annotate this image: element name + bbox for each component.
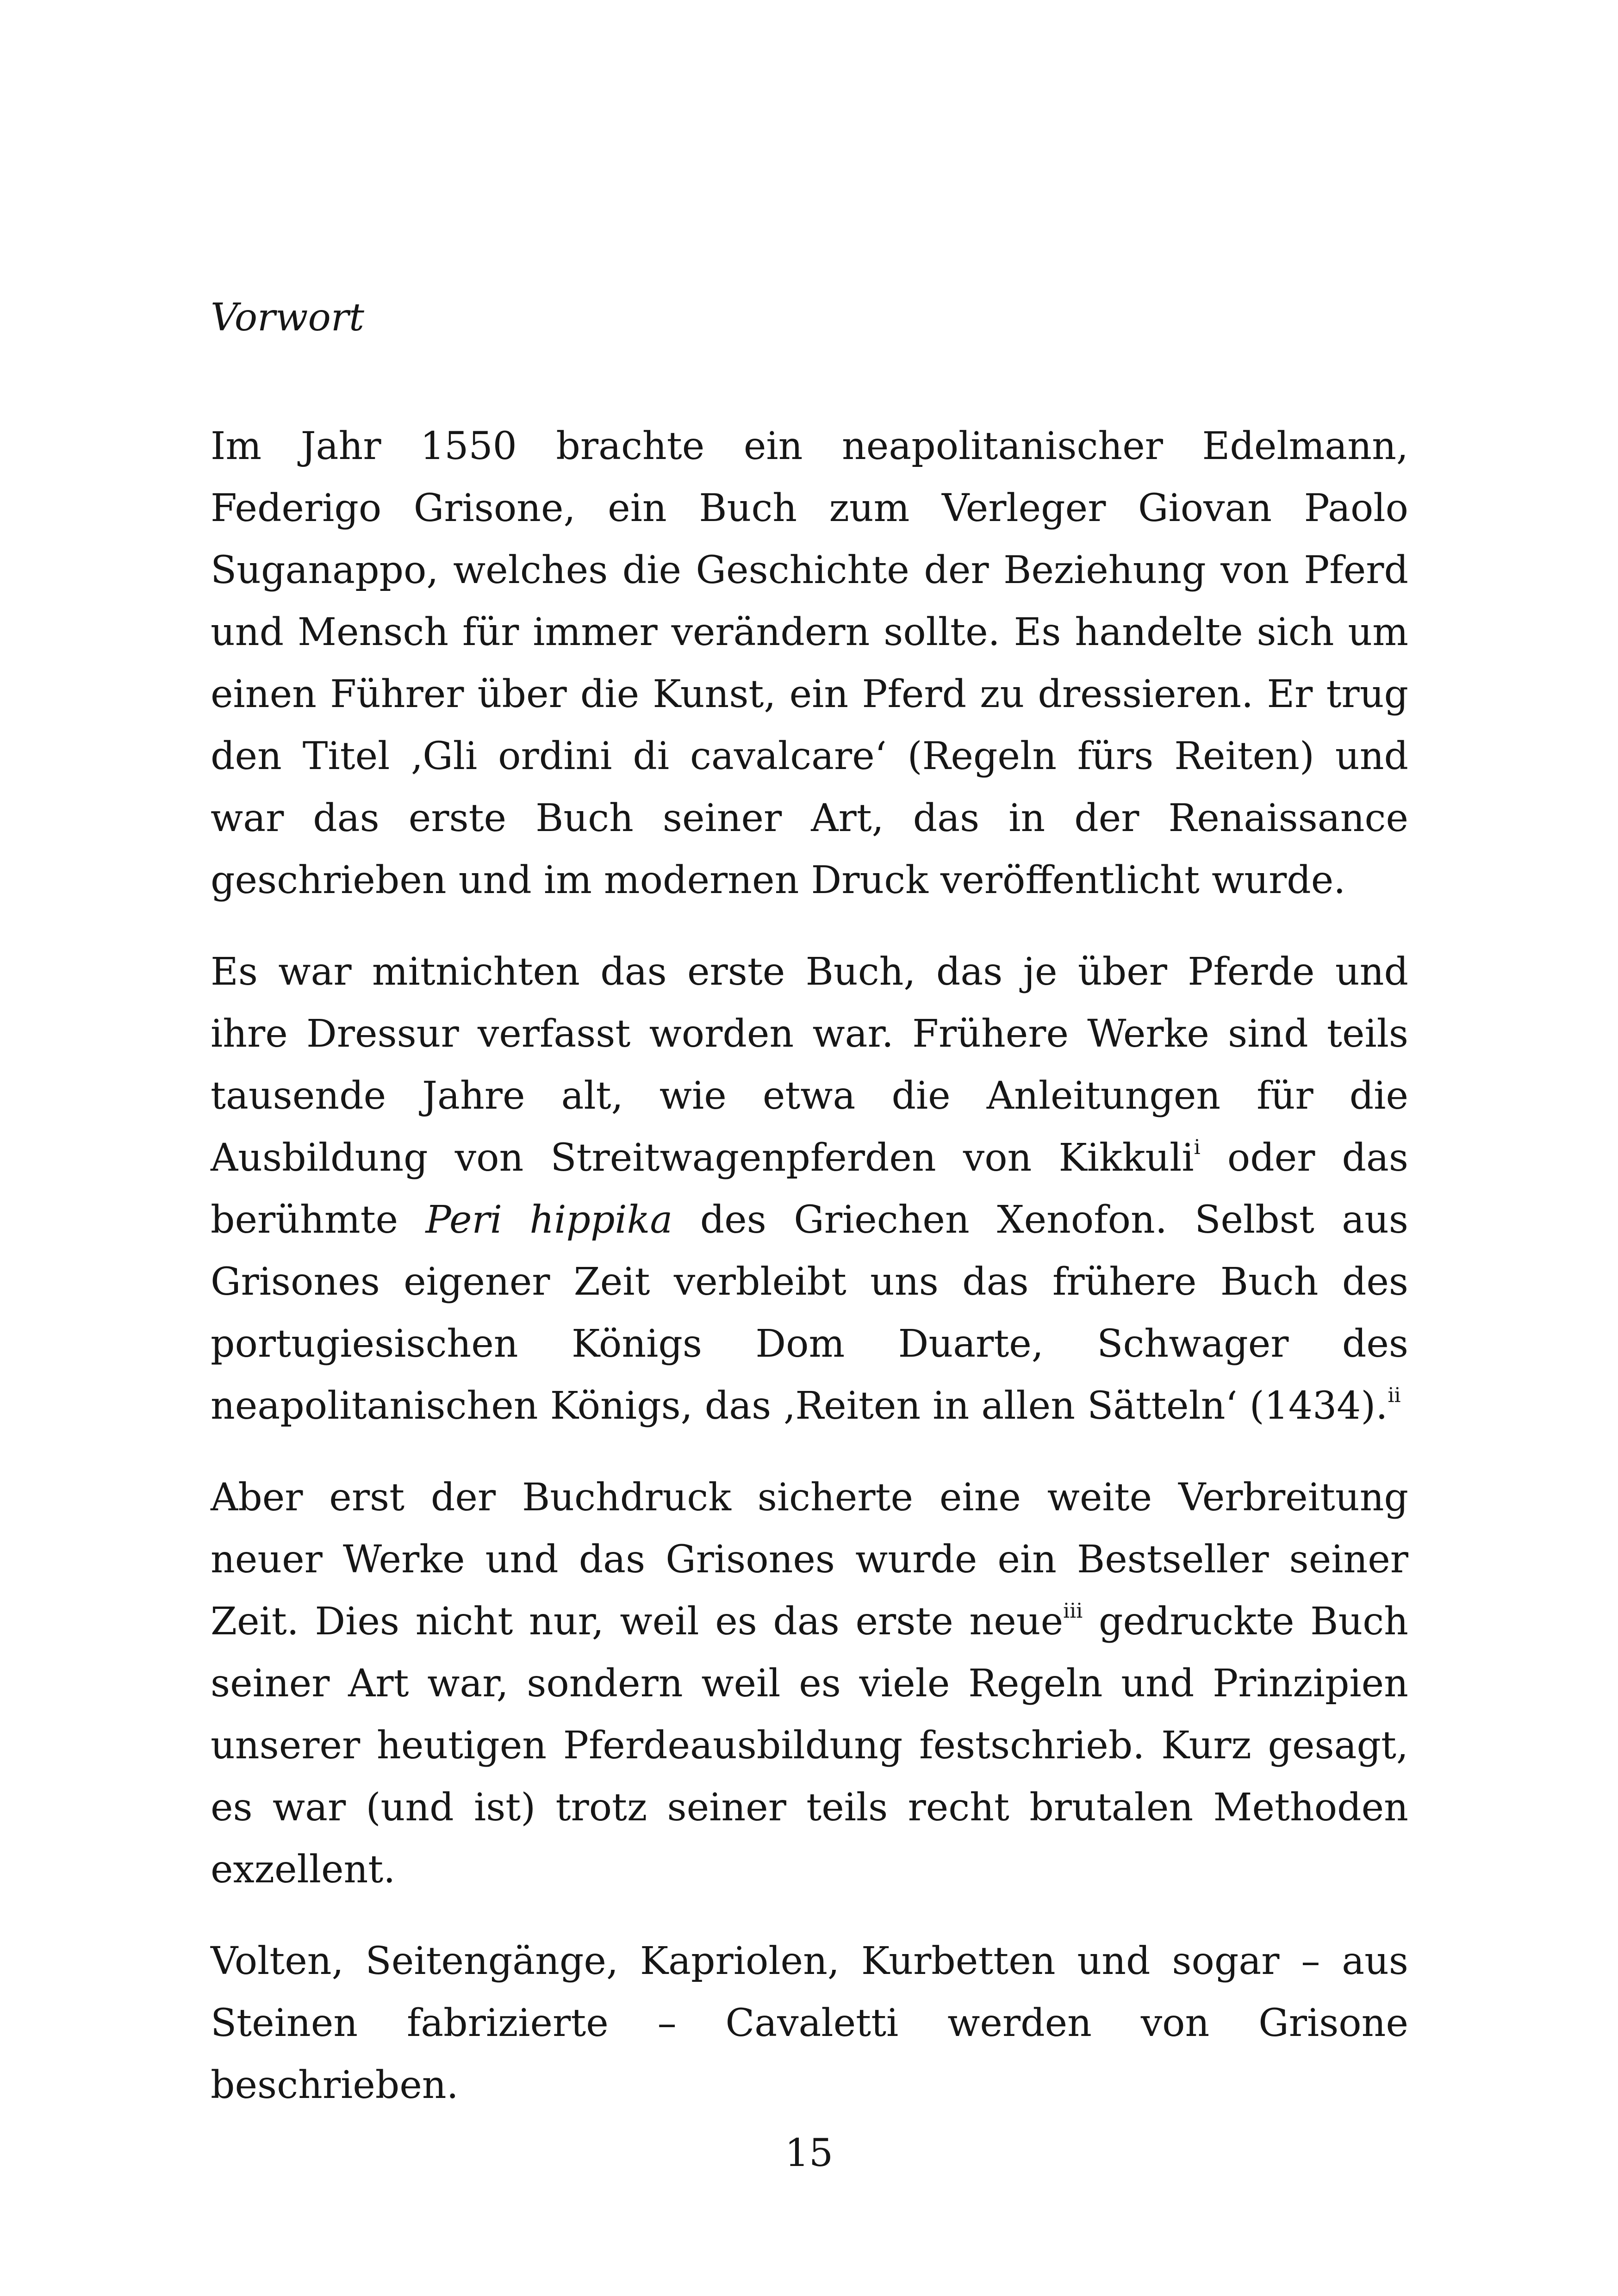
paragraph-3-text-a: Aber erst der Buchdruck sicherte eine weite Verbreitung neuer Werke und das Grisones wurde ein Bestseller seiner Zeit. Dies nicht nur, weil es das erste neue: [211, 1476, 1408, 1644]
chapter-heading: Vorwort: [211, 296, 364, 340]
paragraph-2-text-c: des Griechen Xenofon. Selbst aus Grisones eigener Zeit verbleibt uns das frühere Buch des portugiesischen Königs Dom Duarte, Schwager des neapolitanischen Königs, das ‚Reiten in allen Sätteln‘ (1434).: [211, 1198, 1409, 1428]
footnote-marker-ii[interactable]: ii: [1388, 1383, 1401, 1407]
paragraph-1: Im Jahr 1550 brachte ein neapolitanischer Edelmann, Federigo Grisone, ein Buch zum Verleger Giovan Paolo Suganappo, welches die Geschichte der Beziehung von Pferd und Mensch für immer verändern sollte. Es handelte sich um einen Führer über die Kunst, ein Pferd zu dressieren. Er trug den Titel ‚Gli ordini di cavalcare‘ (Regeln fürs Reiten) und war das erste Buch seiner Art, das in der Renaissance geschrieben und im modernen Druck veröffentlicht wurde.: [211, 424, 1408, 902]
paragraph-3-text-b: gedruckte Buch seiner Art war, sondern weil es viele Regeln und Prinzipien unserer heutigen Pferdeausbildung festschrieb. Kurz gesagt, es war (und ist) trotz seiner teils recht brutalen Methoden exzellent.: [211, 1600, 1408, 1892]
page-number: 15: [784, 2131, 834, 2175]
book-title-peri-hippika: Peri hippika: [425, 1198, 673, 1242]
footnote-marker-iii[interactable]: iii: [1063, 1599, 1083, 1623]
paragraph-2-text-b: oder das berühmte: [211, 1136, 1408, 1242]
page-content: [211, 287, 1408, 2146]
paragraph-2: [211, 941, 1408, 1437]
paragraph-3: [211, 1467, 1408, 1901]
paragraph-4: Volten, Seitengänge, Kapriolen, Kurbetten und sogar – aus Steinen fabrizierte – Cavaletti werden von Grisone beschrieben.: [211, 1939, 1408, 2107]
footnote-marker-i[interactable]: i: [1194, 1135, 1201, 1159]
paragraph-2-text-a: Es war mitnichten das erste Buch, das je über Pferde und ihre Dressur verfasst worden war. Frühere Werke sind teils tausende Jahre alt, wie etwa die Anleitungen für die Ausbildung von Streitwagenpferden von Kikkuli: [211, 950, 1408, 1180]
